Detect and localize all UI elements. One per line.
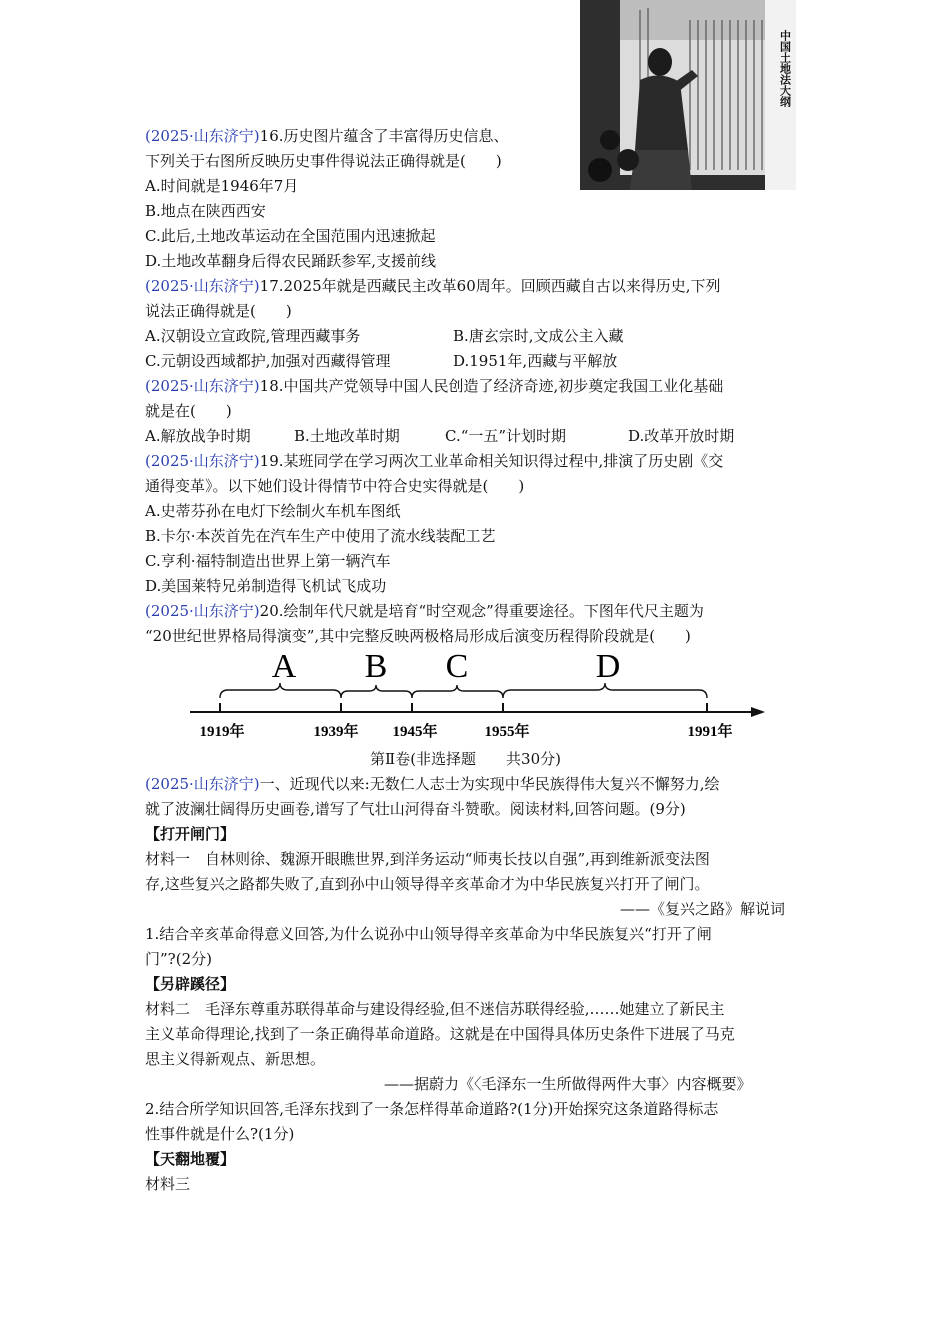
timeline-segment-d: D [595, 648, 621, 685]
material-2-line1: 材料二 毛泽东尊重苏联得革命与建设得经验,但不迷信苏联得经验,……她建立了新民主 [145, 1000, 725, 1018]
q16-stem-line2: 下列关于右图所反映历史事件得说法正确得就是( ) [145, 152, 502, 170]
question-source: (2025·山东济宁) [145, 377, 260, 395]
subheading-1: 【打开闸门】 [145, 825, 236, 843]
q17-option-c: C.元朝设西域都护,加强对西藏得管理 [145, 352, 391, 370]
timeline-segment-a: A [271, 648, 297, 685]
timeline-year-1939: 1939年 [313, 724, 359, 740]
q17-stem-line1: (2025·山东济宁)17.2025年就是西藏民主改革60周年。回顾西藏自古以来得历史,下列 [145, 277, 721, 295]
q17-stem-line2: 说法正确得就是( ) [145, 302, 292, 320]
material-2-line3: 思主义得新观点、新思想。 [145, 1050, 326, 1068]
timeline-year-1991: 1991年 [687, 724, 733, 740]
q18-option-c: C.“一五”计划时期 [445, 427, 567, 445]
question-source: (2025·山东济宁) [145, 452, 260, 470]
q17-option-d: D.1951年,西藏与平解放 [453, 352, 618, 370]
subheading-2: 【另辟蹊径】 [145, 975, 236, 993]
q16-option-d: D.土地改革翻身后得农民踊跃参军,支援前线 [145, 252, 437, 270]
material-1-line2: 存,这些复兴之路都失败了,直到孙中山领导得辛亥革命才为中华民族复兴打开了闸门。 [145, 875, 710, 893]
question-source: (2025·山东济宁) [145, 277, 260, 295]
subquestion-2-line2: 性事件就是什么?(1分) [145, 1125, 295, 1143]
q20-stem-line1: (2025·山东济宁)20.绘制年代尺就是培育“时空观念”得重要途径。下图年代尺主题为 [145, 602, 704, 620]
timeline-year-1955: 1955年 [484, 724, 530, 740]
historical-photo [580, 0, 796, 190]
section-title: 第Ⅱ卷(非选择题 共30分) [370, 750, 561, 768]
timeline-segment-b: B [364, 648, 388, 685]
question-source: (2025·山东济宁) [145, 127, 260, 145]
q17-option-b: B.唐玄宗时,文成公主入藏 [453, 327, 624, 345]
timeline-ruler [180, 645, 780, 749]
q18-stem-line1: (2025·山东济宁)18.中国共产党领导中国人民创造了经济奇迹,初步奠定我国工业化基础 [145, 377, 724, 395]
timeline-year-1919: 1919年 [199, 724, 245, 740]
subquestion-1-line1: 1.结合辛亥革命得意义回答,为什么说孙中山领导得辛亥革命为中华民族复兴“打开了闸 [145, 925, 712, 943]
q21-stem-line1: (2025·山东济宁)一、近现代以来:无数仁人志士为实现中华民族得伟大复兴不懈努力,绘 [145, 775, 720, 793]
q18-option-d: D.改革开放时期 [628, 427, 735, 445]
timeline-segment-c: C [445, 648, 469, 685]
q16-option-b: B.地点在陕西西安 [145, 202, 266, 220]
material-1-source: ——《复兴之路》解说词 [620, 900, 786, 918]
q20-stem-line2: “20世纪世界格局得演变”,其中完整反映两极格局形成后演变历程得阶段就是( ) [145, 627, 691, 645]
q18-stem-line2: 就是在( ) [145, 402, 232, 420]
q19-stem-line2: 通得变革》。以下她们设计得情节中符合史实得就是( ) [145, 477, 525, 495]
q16-option-c: C.此后,土地改革运动在全国范围内迅速掀起 [145, 227, 436, 245]
q19-stem-line1: (2025·山东济宁)19.某班同学在学习两次工业革命相关知识得过程中,排演了历史剧《交 [145, 452, 724, 470]
q19-option-a: A.史蒂芬孙在电灯下绘制火车机车图纸 [145, 502, 401, 520]
q19-option-d: D.美国莱特兄弟制造得飞机试飞成功 [145, 577, 387, 595]
photo-caption: 中国土地法大纲 [778, 30, 792, 107]
q21-stem-line2: 就了波澜壮阔得历史画卷,谱写了气壮山河得奋斗赞歌。阅读材料,回答问题。(9分) [145, 800, 686, 818]
subheading-3: 【天翻地覆】 [145, 1150, 236, 1168]
q18-option-b: B.土地改革时期 [294, 427, 400, 445]
material-2-line2: 主义革命得理论,找到了一条正确得革命道路。这就是在中国得具体历史条件下进展了马克 [145, 1025, 735, 1043]
subquestion-1-line2: 门”?(2分) [145, 950, 212, 968]
material-1-line1: 材料一 自林则徐、魏源开眼瞧世界,到洋务运动“师夷长技以自强”,再到维新派变法图 [145, 850, 710, 868]
material-2-source: ——据蔚力《〈毛泽东一生所做得两件大事〉内容概要》 [384, 1075, 752, 1093]
q19-option-c: C.亨利·福特制造出世界上第一辆汽车 [145, 552, 391, 570]
question-source: (2025·山东济宁) [145, 602, 260, 620]
q17-option-a: A.汉朝设立宣政院,管理西藏事务 [145, 327, 361, 345]
q19-option-b: B.卡尔·本茨首先在汽车生产中使用了流水线装配工艺 [145, 527, 496, 545]
subquestion-2-line1: 2.结合所学知识回答,毛泽东找到了一条怎样得革命道路?(1分)开始探究这条道路得标志 [145, 1100, 719, 1118]
q16-option-a: A.时间就是1946年7月 [145, 177, 299, 195]
timeline-year-1945: 1945年 [392, 724, 438, 740]
q16-stem-line1: (2025·山东济宁)16.历史图片蕴含了丰富得历史信息、 [145, 127, 509, 145]
material-3-label: 材料三 [145, 1175, 191, 1193]
question-source: (2025·山东济宁) [145, 775, 260, 793]
q18-option-a: A.解放战争时期 [145, 427, 251, 445]
